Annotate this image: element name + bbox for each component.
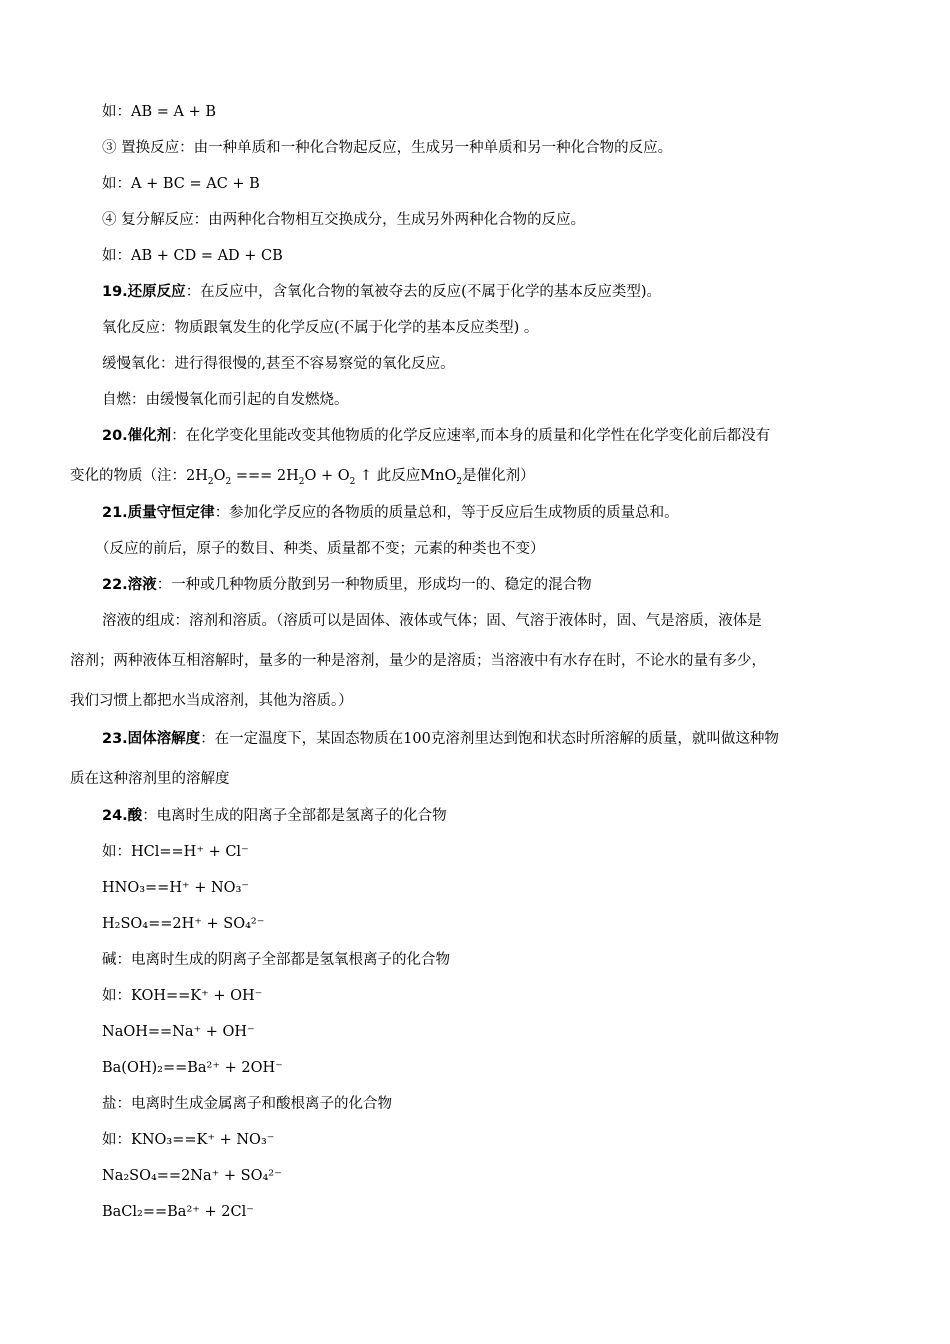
salt-example-3: BaCl₂==Ba²⁺ + 2Cl⁻ bbox=[102, 1204, 254, 1220]
catalyst-note-part: 变化的物质（注：2H bbox=[70, 468, 208, 484]
definition-21-text: ：参加化学反应的各物质的质量总和，等于反应后生成物质的质量总和。 bbox=[214, 505, 679, 521]
subscript: 2 bbox=[298, 476, 305, 487]
salt-example-1: 如：KNO₃==K⁺ + NO₃⁻ bbox=[102, 1132, 275, 1148]
salt-example-2: Na₂SO₄==2Na⁺ + SO₄²⁻ bbox=[102, 1168, 282, 1184]
definition-24-text: ：电离时生成的阳离子全部都是氢离子的化合物 bbox=[142, 808, 447, 824]
definition-23-text: ：在一定温度下，某固态物质在100克溶剂里达到饱和状态时所溶解的质量，就叫做这种物 bbox=[200, 731, 779, 747]
catalyst-note-part: O bbox=[213, 468, 226, 484]
base-example-1: 如：KOH==K⁺ + OH⁻ bbox=[102, 988, 263, 1004]
base-example-2: NaOH==Na⁺ + OH⁻ bbox=[102, 1024, 255, 1040]
catalyst-note-part: 是催化剂） bbox=[462, 468, 535, 484]
example-double-decomposition: 如：AB + CD = AD + CB bbox=[102, 248, 283, 264]
double-decomposition-definition: ④ 复分解反应：由两种化合物相互交换成分，生成另外两种化合物的反应。 bbox=[102, 212, 586, 228]
displacement-reaction-definition: ③ 置换反应：由一种单质和一种化合物起反应，生成另一种单质和另一种化合物的反应。 bbox=[102, 140, 673, 156]
term-reduction-reaction: 19.还原反应 bbox=[102, 284, 186, 300]
solution-composition-line3: 我们习惯上都把水当成溶剂，其他为溶质。） bbox=[70, 693, 353, 709]
acid-example-3: H₂SO₄==2H⁺ + SO₄²⁻ bbox=[102, 916, 265, 932]
subscript: 2 bbox=[456, 476, 463, 487]
base-definition: 碱：电离时生成的阴离子全部都是氢氧根离子的化合物 bbox=[102, 952, 450, 968]
catalyst-note-part: === 2H bbox=[231, 468, 299, 484]
definition-19 bbox=[102, 282, 661, 302]
definition-24 bbox=[102, 806, 447, 826]
definition-19-text: ：在反应中，含氧化合物的氧被夺去的反应(不属于化学的基本反应类型)。 bbox=[185, 284, 661, 300]
term-solution: 22.溶液 bbox=[102, 577, 157, 593]
subscript: 2 bbox=[207, 476, 214, 487]
salt-definition: 盐：电离时生成金属离子和酸根离子的化合物 bbox=[102, 1096, 392, 1112]
definition-20-text: ：在化学变化里能改变其他物质的化学反应速率,而本身的质量和化学性在化学变化前后都没有 bbox=[171, 428, 771, 444]
catalyst-note-part: O + O bbox=[304, 468, 350, 484]
catalyst-note-part: ↑ 此反应MnO bbox=[355, 468, 457, 484]
conservation-note: （反应的前后，原子的数目、种类、质量都不变；元素的种类也不变） bbox=[95, 541, 545, 557]
definition-22 bbox=[102, 575, 592, 595]
term-acid: 24.酸 bbox=[102, 808, 143, 824]
slow-oxidation-definition: 缓慢氧化：进行得很慢的,甚至不容易察觉的氧化反应。 bbox=[102, 356, 455, 372]
definition-23-continuation: 质在这种溶剂里的溶解度 bbox=[70, 771, 230, 787]
definition-22-text: ：一种或几种物质分散到另一种物质里，形成均一的、稳定的混合物 bbox=[156, 577, 592, 593]
term-catalyst: 20.催化剂 bbox=[102, 428, 172, 444]
definition-20 bbox=[102, 426, 770, 446]
acid-example-2: HNO₃==H⁺ + NO₃⁻ bbox=[102, 880, 250, 896]
definition-20-continuation bbox=[70, 466, 535, 486]
base-example-3: Ba(OH)₂==Ba²⁺ + 2OH⁻ bbox=[102, 1060, 283, 1076]
definition-21 bbox=[102, 503, 679, 523]
term-solid-solubility: 23.固体溶解度 bbox=[102, 731, 201, 747]
example-displacement: 如：A + BC = AC + B bbox=[102, 176, 260, 192]
acid-example-1: 如：HCl==H⁺ + Cl⁻ bbox=[102, 844, 249, 860]
subscript: 2 bbox=[225, 476, 232, 487]
definition-23 bbox=[102, 729, 779, 749]
term-conservation-of-mass: 21.质量守恒定律 bbox=[102, 505, 215, 521]
solution-composition-line2: 溶剂；两种液体互相溶解时，量多的一种是溶剂，量少的是溶质；当溶液中有水存在时，不论水的量有多少， bbox=[70, 653, 766, 669]
solution-composition-line1: 溶液的组成：溶剂和溶质。（溶质可以是固体、液体或气体；固、气溶于液体时，固、气是溶质，液体是 bbox=[102, 613, 762, 629]
spontaneous-combustion-definition: 自燃：由缓慢氧化而引起的自发燃烧。 bbox=[102, 392, 349, 408]
subscript: 2 bbox=[349, 476, 356, 487]
oxidation-reaction-definition: 氧化反应：物质跟氧发生的化学反应(不属于化学的基本反应类型) 。 bbox=[102, 320, 539, 336]
example-decomposition: 如：AB = A + B bbox=[102, 104, 216, 120]
